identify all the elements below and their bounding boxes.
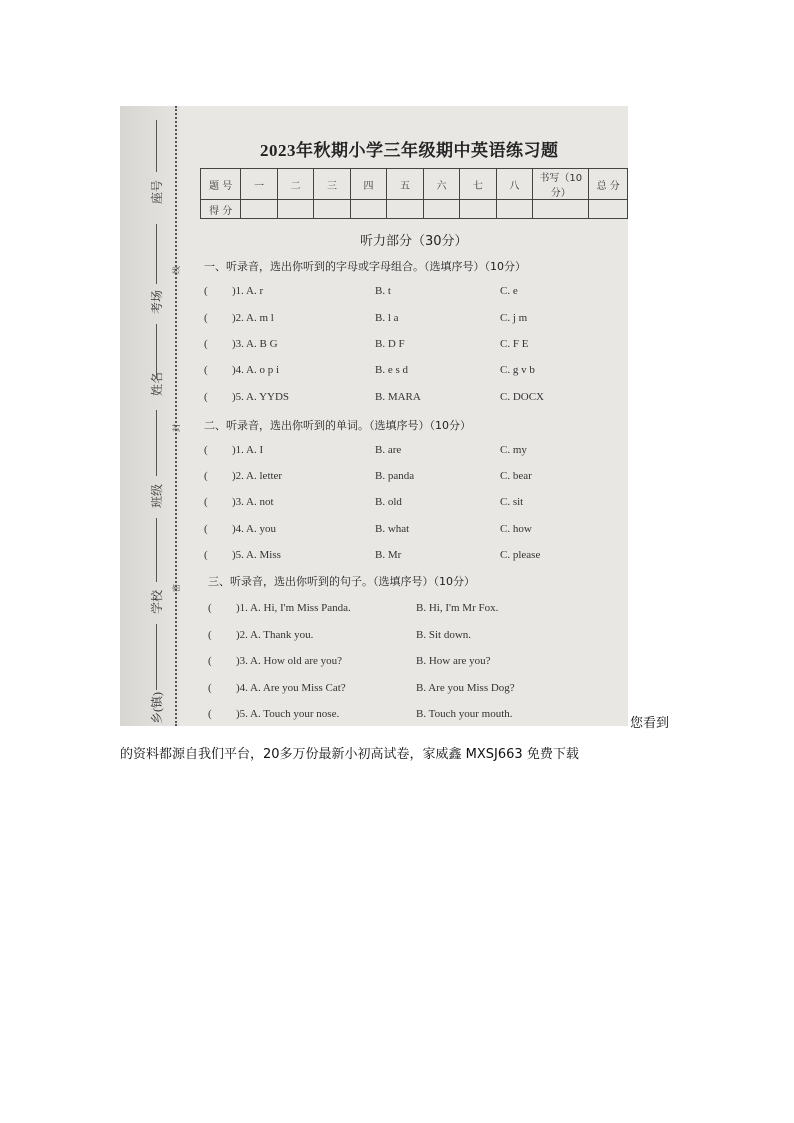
option-c: C. j m — [500, 312, 528, 324]
margin-rule — [156, 410, 157, 476]
answer-paren[interactable]: ( — [208, 629, 212, 641]
margin-rule — [156, 120, 157, 172]
score-blank[interactable] — [314, 200, 350, 219]
option-a: )1. A. Hi, I'm Miss Panda. — [236, 602, 351, 614]
answer-paren[interactable]: ( — [204, 364, 208, 376]
option-b: B. e s d — [375, 364, 408, 376]
option-a: )1. A. I — [232, 444, 264, 456]
score-table — [200, 168, 628, 219]
score-cell: 八 — [496, 169, 532, 200]
score-cell: 总 分 — [589, 169, 628, 200]
answer-paren[interactable]: ( — [204, 470, 208, 482]
score-blank[interactable] — [423, 200, 459, 219]
footer-text-1: 您看到 — [630, 716, 670, 731]
score-cell: 一 — [241, 169, 277, 200]
answer-paren[interactable]: ( — [204, 391, 208, 403]
margin-rule — [156, 324, 157, 378]
option-b: B. l a — [375, 312, 399, 324]
margin-label-room: 考场 — [150, 289, 164, 314]
margin-label-seat: 座号 — [150, 179, 164, 204]
score-blank[interactable] — [350, 200, 386, 219]
answer-paren[interactable]: ( — [204, 285, 208, 297]
score-blank[interactable] — [241, 200, 277, 219]
answer-paren[interactable]: ( — [208, 682, 212, 694]
option-a: )5. A. Touch your nose. — [236, 708, 340, 720]
answer-paren[interactable]: ( — [204, 444, 208, 456]
score-blank[interactable] — [387, 200, 423, 219]
option-a: )4. A. you — [232, 523, 276, 535]
option-c: C. my — [500, 444, 527, 456]
option-b: B. are — [375, 444, 402, 456]
option-b: B. old — [375, 496, 402, 508]
option-a: )2. A. m l — [232, 312, 274, 324]
score-cell: 四 — [350, 169, 386, 200]
score-cell: 得 分 — [201, 200, 241, 219]
answer-paren[interactable]: ( — [208, 602, 212, 614]
answer-paren[interactable]: ( — [204, 523, 208, 535]
option-a: )2. A. letter — [232, 470, 283, 482]
option-a: )5. A. Miss — [232, 549, 281, 561]
score-blank[interactable] — [460, 200, 496, 219]
score-cell: 五 — [387, 169, 423, 200]
margin-mark-seal: 封 — [172, 424, 181, 432]
score-cell: 题 号 — [201, 169, 241, 200]
score-cell: 书写（10分） — [533, 169, 589, 200]
option-b: B. Hi, I'm Mr Fox. — [416, 602, 499, 614]
option-b: B. How are you? — [416, 655, 491, 667]
option-c: C. please — [500, 549, 541, 561]
option-a: )4. A. o p i — [232, 364, 280, 376]
option-c: C. F E — [500, 338, 529, 350]
option-c: C. e — [500, 285, 518, 297]
score-blank[interactable] — [277, 200, 313, 219]
option-b: B. Mr — [375, 549, 402, 561]
margin-label-town: 乡(镇) — [150, 692, 164, 724]
margin-label-name: 姓名 — [150, 371, 164, 396]
margin-label-school: 学校 — [150, 589, 164, 614]
option-b: B. t — [375, 285, 391, 297]
listening-section-title: 听力部分（30分） — [360, 234, 468, 249]
answer-paren[interactable]: ( — [204, 312, 208, 324]
option-b: B. Sit down. — [416, 629, 472, 641]
footer-text-2: 的资料都源自我们平台，20多万份最新小初高试卷，家威鑫 MXSJ663 免费下载 — [120, 747, 579, 762]
margin-rule — [156, 518, 157, 582]
option-a: )3. A. How old are you? — [236, 655, 343, 667]
option-b: B. Are you Miss Dog? — [416, 682, 515, 694]
answer-paren[interactable]: ( — [208, 655, 212, 667]
option-a: )5. A. YYDS — [232, 391, 290, 403]
margin-mark-secret: 密 — [172, 584, 181, 592]
answer-paren[interactable]: ( — [204, 338, 208, 350]
option-c: C. bear — [500, 470, 532, 482]
margin-mark-line: 线 — [172, 266, 181, 274]
answer-paren[interactable]: ( — [204, 549, 208, 561]
option-b: B. D F — [375, 338, 405, 350]
option-c: C. g v b — [500, 364, 535, 376]
part3-title: 三、听录音，选出你听到的句子。（选填序号）（10分） — [208, 575, 475, 588]
score-blank[interactable] — [496, 200, 532, 219]
exam-photo — [120, 106, 628, 726]
margin-label-class: 班级 — [150, 483, 164, 508]
margin-rule — [156, 224, 157, 284]
option-a: )2. A. Thank you. — [236, 629, 314, 641]
option-c: C. sit — [500, 496, 524, 508]
option-c: C. DOCX — [500, 391, 545, 403]
score-blank[interactable] — [589, 200, 628, 219]
answer-paren[interactable]: ( — [208, 708, 212, 720]
part2-title: 二、听录音，选出你听到的单词。（选填序号）（10分） — [204, 419, 471, 432]
option-a: )4. A. Are you Miss Cat? — [236, 682, 346, 694]
option-b: B. MARA — [375, 391, 421, 403]
option-a: )1. A. r — [232, 285, 264, 297]
margin-rule — [156, 624, 157, 690]
exam-title: 2023年秋期小学三年级期中英语练习题 — [260, 141, 559, 160]
option-b: B. panda — [375, 470, 415, 482]
option-a: )3. A. B G — [232, 338, 278, 350]
score-cell: 三 — [314, 169, 350, 200]
score-cell: 二 — [277, 169, 313, 200]
option-b: B. Touch your mouth. — [416, 708, 513, 720]
score-blank[interactable] — [533, 200, 589, 219]
seal-line — [175, 106, 177, 726]
score-cell: 六 — [423, 169, 459, 200]
part1-title: 一、听录音，选出你听到的字母或字母组合。（选填序号）（10分） — [204, 260, 526, 273]
option-b: B. what — [375, 523, 410, 535]
option-a: )3. A. not — [232, 496, 274, 508]
score-table-score-row — [201, 200, 628, 219]
score-cell: 七 — [460, 169, 496, 200]
answer-paren[interactable]: ( — [204, 496, 208, 508]
score-table-header-row — [201, 169, 628, 200]
option-c: C. how — [500, 523, 532, 535]
